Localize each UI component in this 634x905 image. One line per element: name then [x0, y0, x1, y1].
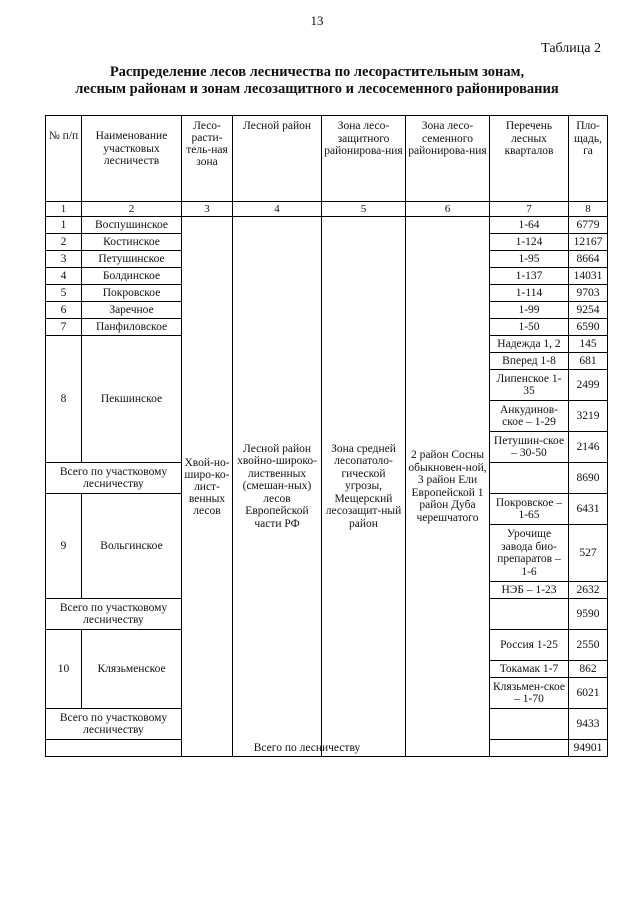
header-area: Пло-щадь, га — [569, 116, 608, 202]
total-area: 94901 — [569, 740, 608, 757]
row-blocks: Анкудинов-ское – 1-29 — [490, 401, 569, 432]
row-num: 2 — [46, 234, 82, 251]
header-row — [46, 116, 608, 202]
header-seed-zone: Зона лесо-семенного районирова-ния — [406, 116, 490, 202]
row-blocks: Россия 1-25 — [490, 630, 569, 661]
row-num: 5 — [46, 285, 82, 302]
col-number: 3 — [182, 202, 233, 217]
row-blocks: 1-124 — [490, 234, 569, 251]
header-veg-zone: Лесо-расти-тель-ная зона — [182, 116, 233, 202]
row-num: 7 — [46, 319, 82, 336]
row-area: 681 — [569, 353, 608, 370]
row-num: 4 — [46, 268, 82, 285]
subtotal-label: Всего по участковому лесничеству — [46, 599, 182, 630]
row-area: 2146 — [569, 432, 608, 463]
row-area: 2550 — [569, 630, 608, 661]
subtotal-label: Всего по участковому лесничеству — [46, 463, 182, 494]
veg-zone-cell: Хвой-но-широ-ко-лист-венных лесов — [182, 217, 233, 757]
row-blocks: 1-137 — [490, 268, 569, 285]
header-num: № п/п — [46, 116, 82, 202]
row-name: Панфиловское — [82, 319, 182, 336]
header-forest-region: Лесной район — [233, 116, 322, 202]
row-blocks: Клязьмен-ское – 1-70 — [490, 678, 569, 709]
table-title — [0, 64, 634, 98]
row-blocks: 1-95 — [490, 251, 569, 268]
row-num: 1 — [46, 217, 82, 234]
table-label: Таблица 2 — [541, 41, 601, 56]
title-line-1: Распределение лесов лесничества по лесорастительным зонам, — [109, 64, 525, 80]
forest-distribution-table — [45, 115, 608, 757]
row-area: 14031 — [569, 268, 608, 285]
col-number: 1 — [46, 202, 82, 217]
total-row — [46, 740, 608, 757]
subtotal-area: 8690 — [569, 463, 608, 494]
row-num: 6 — [46, 302, 82, 319]
row-area: 9254 — [569, 302, 608, 319]
row-name: Пекшинское — [82, 336, 182, 463]
row-name: Покровское — [82, 285, 182, 302]
row-blocks: 1-64 — [490, 217, 569, 234]
row-name: Костинское — [82, 234, 182, 251]
row-blocks: Петушин-ское – 30-50 — [490, 432, 569, 463]
row-area: 8664 — [569, 251, 608, 268]
row-area: 3219 — [569, 401, 608, 432]
row-blocks: Вперед 1-8 — [490, 353, 569, 370]
title-line-2: лесным районам и зонам лесозащитного и лесосеменного районирования — [75, 81, 559, 97]
row-area: 2632 — [569, 582, 608, 599]
row-num: 10 — [46, 630, 82, 709]
col-number: 2 — [82, 202, 182, 217]
row-blocks: Урочище завода био-препаратов – 1-6 — [490, 525, 569, 582]
row-name: Воспушинское — [82, 217, 182, 234]
header-name: Наименование участковых лесничеств — [82, 116, 182, 202]
row-area: 9703 — [569, 285, 608, 302]
row-name: Петушинское — [82, 251, 182, 268]
row-name: Вольгинское — [82, 494, 182, 599]
header-protect-zone: Зона лесо-защитного районирова-ния — [322, 116, 406, 202]
row-blocks: НЭБ – 1-23 — [490, 582, 569, 599]
subtotal-label: Всего по участковому лесничеству — [46, 709, 182, 740]
row-area: 6431 — [569, 494, 608, 525]
column-numbers-row — [46, 202, 608, 217]
subtotal-area: 9590 — [569, 599, 608, 630]
header-blocks: Перечень лесных кварталов — [490, 116, 569, 202]
row-num: 3 — [46, 251, 82, 268]
table-row — [46, 217, 608, 234]
col-number: 5 — [322, 202, 406, 217]
page-number: 13 — [310, 13, 324, 28]
col-number: 4 — [233, 202, 322, 217]
row-blocks — [490, 463, 569, 494]
row-num: 9 — [46, 494, 82, 599]
row-area: 2499 — [569, 370, 608, 401]
col-number: 8 — [569, 202, 608, 217]
row-area: 527 — [569, 525, 608, 582]
row-blocks: Надежда 1, 2 — [490, 336, 569, 353]
forest-region-cell: Лесной район хвойно-широко-лиственных (смешан-ных) лесов Европейской части РФ — [233, 217, 322, 757]
row-area: 862 — [569, 661, 608, 678]
row-area: 6021 — [569, 678, 608, 709]
protect-zone-cell: Зона средней лесопатоло-гической угрозы, Мещерский лесозащит-ный район — [322, 217, 406, 757]
row-blocks: 1-99 — [490, 302, 569, 319]
seed-zone-cell: 2 район Сосны обыкновен-ной, 3 район Ели Европейской 1 район Дуба черешчатого — [406, 217, 490, 757]
total-label: Всего по лесничеству — [46, 740, 569, 757]
row-blocks: 1-114 — [490, 285, 569, 302]
row-num: 8 — [46, 336, 82, 463]
col-number: 6 — [406, 202, 490, 217]
row-area: 12167 — [569, 234, 608, 251]
row-blocks — [490, 599, 569, 630]
row-blocks: Липенское 1-35 — [490, 370, 569, 401]
row-blocks: Токамак 1-7 — [490, 661, 569, 678]
row-blocks: 1-50 — [490, 319, 569, 336]
row-blocks: Покровское – 1-65 — [490, 494, 569, 525]
row-name: Заречное — [82, 302, 182, 319]
subtotal-area: 9433 — [569, 709, 608, 740]
row-name: Клязьменское — [82, 630, 182, 709]
row-area: 145 — [569, 336, 608, 353]
row-area: 6590 — [569, 319, 608, 336]
row-blocks — [490, 709, 569, 740]
row-area: 6779 — [569, 217, 608, 234]
row-name: Болдинское — [82, 268, 182, 285]
col-number: 7 — [490, 202, 569, 217]
